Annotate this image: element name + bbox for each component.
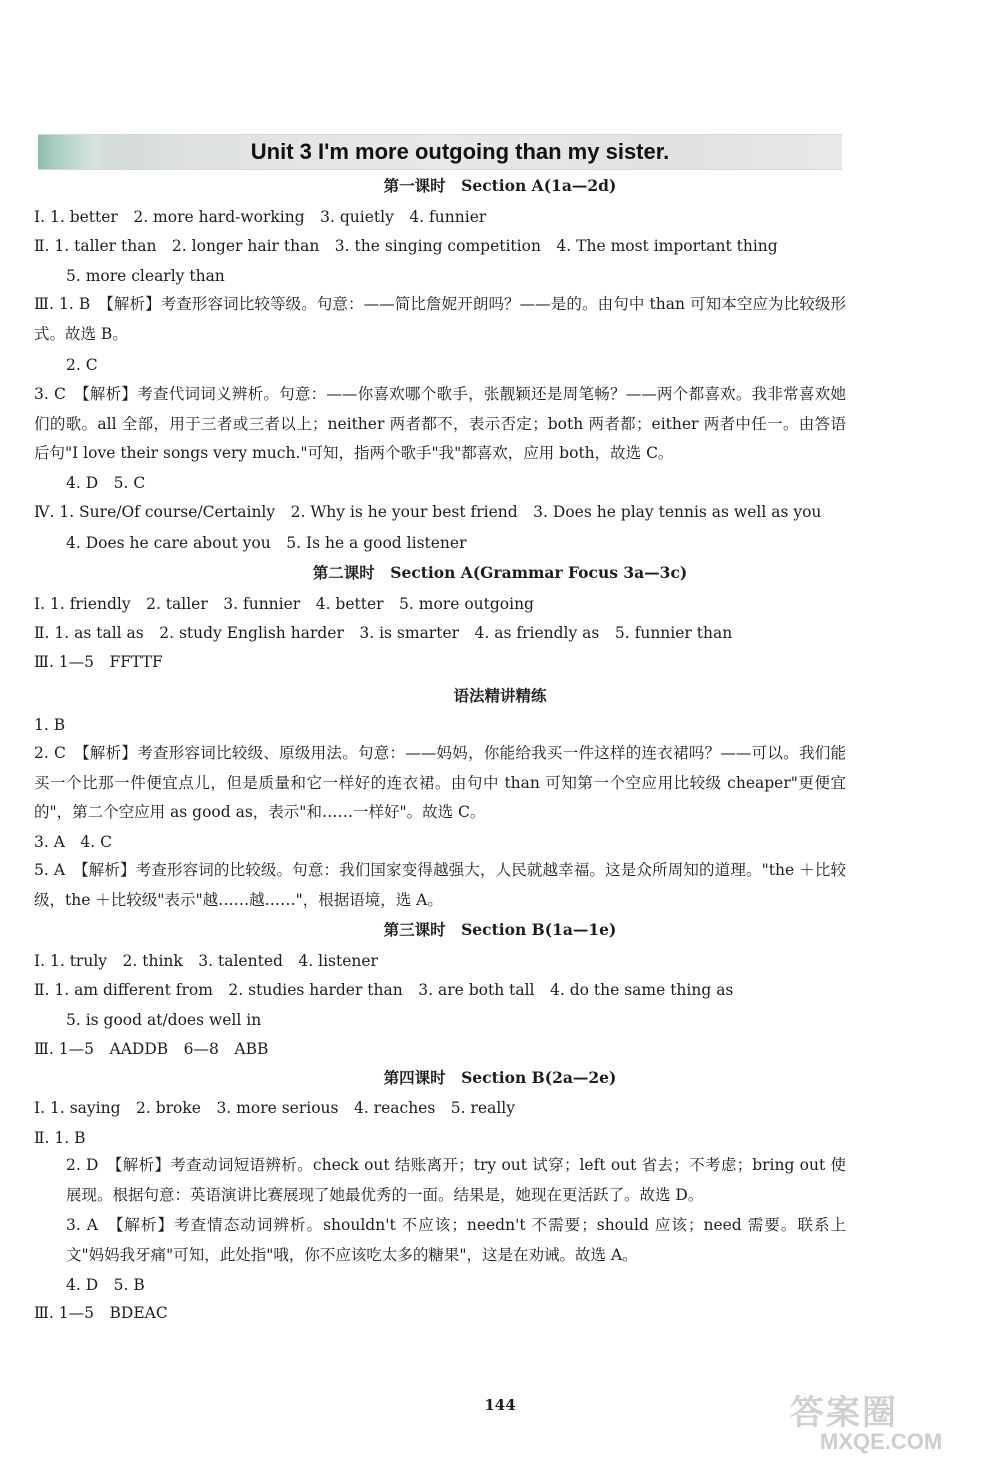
answer-line: Ⅳ. 1. Sure/Of course/Certainly 2. Why is he your best friend 3. Does he play tennis as well as you xyxy=(34,503,822,521)
watermark xyxy=(790,1395,980,1455)
grammar-heading: 语法精讲精练 xyxy=(453,686,547,705)
lesson-heading-3: 第三课时 Section B(1a—1e) xyxy=(383,920,617,939)
answer-line: Ⅲ. 1—5 BDEAC xyxy=(34,1304,168,1322)
answer-line: Ⅱ. 1. B xyxy=(34,1129,86,1147)
answer-line: 5. more clearly than xyxy=(66,267,225,285)
explanation-paragraph: 3. A 【解析】考查情态动词辨析。shouldn't 不应该；needn't 不需要；should 应该；need 需要。联系上文"妈妈我牙痛"可知，此处指"哦，你不应该吃太多的糖果"，这是在劝诫。故选 A。 xyxy=(66,1216,846,1264)
page-number: 144 xyxy=(484,1396,516,1414)
answer-line: 2. C xyxy=(66,356,98,374)
answer-line: 4. D 5. C xyxy=(66,474,146,492)
watermark-cn: 答案圈 xyxy=(790,1393,898,1433)
answer-line: Ⅰ. 1. friendly 2. taller 3. funnier 4. better 5. more outgoing xyxy=(34,595,534,613)
answer-line: 5. is good at/does well in xyxy=(66,1011,262,1029)
explanation-paragraph: 2. D 【解析】考查动词短语辨析。check out 结账离开；try out 试穿；left out 省去；不考虑；bring out 使展现。根据句意：英语演讲比赛展现了她最优秀的一面。结果是，她现在更活跃了。故选 D。 xyxy=(66,1156,846,1204)
watermark-en: MXQE.COM xyxy=(820,1429,943,1454)
explanation-paragraph: 2. C 【解析】考查形容词比较级、原级用法。句意：——妈妈，你能给我买一件这样的连衣裙吗？——可以。我们能买一个比那一件便宜点儿，但是质量和它一样好的连衣裙。由句中 than 可知第一个空应用比较级 cheaper"更便宜的"，第二个空应用 as good as，表示"和……一样好"。故选 C。 xyxy=(34,744,846,821)
answer-line: Ⅲ. 1—5 AADDB 6—8 ABB xyxy=(34,1040,269,1058)
answer-line: Ⅰ. 1. truly 2. think 3. talented 4. listener xyxy=(34,952,378,970)
answer-line: Ⅱ. 1. taller than 2. longer hair than 3. the singing competition 4. The most important thing xyxy=(34,237,778,255)
answer-line: Ⅰ. 1. saying 2. broke 3. more serious 4. reaches 5. really xyxy=(34,1099,516,1117)
answer-line: Ⅱ. 1. as tall as 2. study English harder 3. is smarter 4. as friendly as 5. funnier than xyxy=(34,624,733,642)
answer-line: Ⅱ. 1. am different from 2. studies harder than 3. are both tall 4. do the same thing as xyxy=(34,981,734,999)
answer-line: 1. B xyxy=(34,716,66,734)
lesson-heading-4: 第四课时 Section B(2a—2e) xyxy=(383,1068,617,1087)
lesson-heading-2: 第二课时 Section A(Grammar Focus 3a—3c) xyxy=(312,563,688,582)
explanation-paragraph: 5. A 【解析】考查形容词的比较级。句意：我们国家变得越强大，人民就越幸福。这是众所周知的道理。"the ＋比较级，the ＋比较级"表示"越……越……"，根据语境，选 A。 xyxy=(34,861,846,909)
answer-line: 4. D 5. B xyxy=(66,1276,145,1294)
explanation-paragraph: Ⅲ. 1. B 【解析】考查形容词比较等级。句意：——简比詹妮开朗吗？——是的。由句中 than 可知本空应为比较级形式。故选 B。 xyxy=(34,295,846,343)
answer-line: Ⅲ. 1—5 FFTTF xyxy=(34,653,163,671)
answer-line: Ⅰ. 1. better 2. more hard-working 3. quietly 4. funnier xyxy=(34,208,487,226)
lesson-heading-1: 第一课时 Section A(1a—2d) xyxy=(383,176,617,195)
unit-banner xyxy=(38,134,842,170)
unit-title: Unit 3 I'm more outgoing than my sister. xyxy=(250,139,670,164)
explanation-paragraph: 3. C 【解析】考查代词词义辨析。句意：——你喜欢哪个歌手，张靓颖还是周笔畅？——两个都喜欢。我非常喜欢她们的歌。all 全部，用于三者或三者以上；neither 两者都不，表示否定；both 两者都；either 两者中任一。由答语后句"I love their songs very much."可知，指两个歌手"我"都喜欢，应用 both，故选 C。 xyxy=(34,385,846,462)
answer-line: 3. A 4. C xyxy=(34,833,112,851)
answer-line: 4. Does he care about you 5. Is he a good listener xyxy=(66,534,467,552)
